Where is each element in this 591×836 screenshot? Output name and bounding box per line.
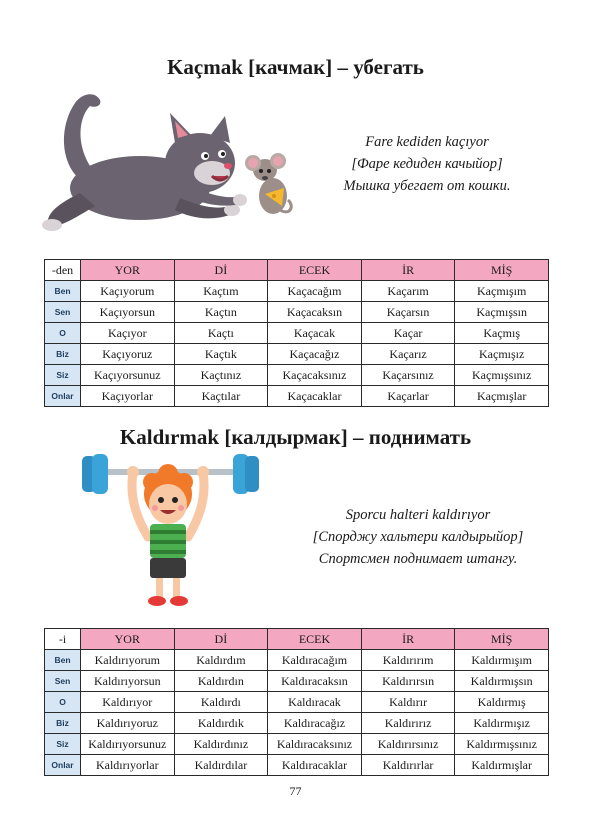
column-header: YOR	[81, 629, 175, 650]
table-cell: Kaçtılar	[174, 386, 268, 407]
table-cell: Kaçıyorlar	[81, 386, 175, 407]
table-cell: Kaldırırsınız	[361, 734, 455, 755]
pronoun-cell: Onlar	[45, 386, 81, 407]
table-cell: Kaçacaksınız	[268, 365, 362, 386]
table-cell: Kaçıyorsun	[81, 302, 175, 323]
pronoun-cell: Sen	[45, 302, 81, 323]
section1-conjugation-table	[44, 259, 549, 407]
table-cell: Kaldırdım	[174, 650, 268, 671]
table-cell: Kaçmışlar	[455, 386, 549, 407]
pronoun-cell: O	[45, 692, 81, 713]
column-header: Dİ	[174, 260, 268, 281]
table-row	[45, 755, 549, 776]
table-row	[45, 671, 549, 692]
section1-caption	[322, 131, 532, 197]
table-cell: Kaçar	[361, 323, 455, 344]
table-cell: Kaldırıyor	[81, 692, 175, 713]
table-cell: Kaldırırlar	[361, 755, 455, 776]
table-cell: Kaçıyorsunuz	[81, 365, 175, 386]
caption-line: Fare kediden kaçıyor	[365, 134, 489, 150]
table-cell: Kaldıracağım	[268, 650, 362, 671]
table-cell: Kaldırdık	[174, 713, 268, 734]
boy-lifting-barbell-illustration	[78, 452, 263, 612]
column-header: İR	[361, 629, 455, 650]
pronoun-cell: Siz	[45, 365, 81, 386]
pronoun-cell: Onlar	[45, 755, 81, 776]
pronoun-cell: Biz	[45, 344, 81, 365]
table-cell: Kaçacağız	[268, 344, 362, 365]
pronoun-cell: Siz	[45, 734, 81, 755]
table-cell: Kaçtı	[174, 323, 268, 344]
table-row	[45, 734, 549, 755]
table-cell: Kaldırırım	[361, 650, 455, 671]
table-cell: Kaçıyoruz	[81, 344, 175, 365]
section2-conjugation-table	[44, 628, 549, 776]
table-cell: Kaçmışsınız	[455, 365, 549, 386]
table-cell: Kaçtım	[174, 281, 268, 302]
table-row	[45, 344, 549, 365]
table-cell: Kaçarlar	[361, 386, 455, 407]
table-cell: Kaldırmışsınız	[455, 734, 549, 755]
table-row	[45, 386, 549, 407]
table-cell: Kaldırmış	[455, 692, 549, 713]
table-row	[45, 713, 549, 734]
table-cell: Kaldırır	[361, 692, 455, 713]
page-number: 77	[289, 784, 302, 798]
column-header: YOR	[81, 260, 175, 281]
pronoun-cell: Ben	[45, 281, 81, 302]
table-cell: Kaldırıyorlar	[81, 755, 175, 776]
table-cell: Kaldırmışım	[455, 650, 549, 671]
section2-caption	[302, 504, 534, 570]
table-cell: Kaldırırsın	[361, 671, 455, 692]
table-cell: Kaçtınız	[174, 365, 268, 386]
table-cell: Kaldırdınız	[174, 734, 268, 755]
table-corner-label: -den	[45, 260, 81, 281]
table-cell: Kaçarız	[361, 344, 455, 365]
table-row	[45, 302, 549, 323]
cat-chasing-mouse-illustration	[40, 88, 300, 238]
column-header: ECEK	[268, 629, 362, 650]
table-cell: Kaldıracaklar	[268, 755, 362, 776]
table-cell: Kaldırırız	[361, 713, 455, 734]
table-row	[45, 323, 549, 344]
table-cell: Kaldırmışsın	[455, 671, 549, 692]
table-cell: Kaçmışsın	[455, 302, 549, 323]
table-cell: Kaçarsın	[361, 302, 455, 323]
table-cell: Kaldırdı	[174, 692, 268, 713]
table-cell: Kaçacaksın	[268, 302, 362, 323]
table-corner-label: -i	[45, 629, 81, 650]
table-cell: Kaçarım	[361, 281, 455, 302]
table-cell: Kaldırıyoruz	[81, 713, 175, 734]
table-row	[45, 650, 549, 671]
column-header: İR	[361, 260, 455, 281]
pronoun-cell: O	[45, 323, 81, 344]
table-row	[45, 692, 549, 713]
table-cell: Kaçmışız	[455, 344, 549, 365]
table-cell: Kaldıracağız	[268, 713, 362, 734]
pronoun-cell: Biz	[45, 713, 81, 734]
table-cell: Kaçtın	[174, 302, 268, 323]
table-cell: Kaldıracaksınız	[268, 734, 362, 755]
table-cell: Kaçmışım	[455, 281, 549, 302]
table-cell: Kaçtık	[174, 344, 268, 365]
table-header-row	[45, 260, 549, 281]
table-cell: Kaçıyorum	[81, 281, 175, 302]
table-row	[45, 281, 549, 302]
table-cell: Kaçacaklar	[268, 386, 362, 407]
table-cell: Kaçıyor	[81, 323, 175, 344]
table-cell: Kaçacağım	[268, 281, 362, 302]
caption-line: [Фаре кедиден качыйор]	[351, 156, 503, 172]
pronoun-cell: Sen	[45, 671, 81, 692]
table-cell: Kaçacak	[268, 323, 362, 344]
table-cell: Kaldırıyorum	[81, 650, 175, 671]
mouse-icon	[245, 153, 291, 214]
table-cell: Kaldırdılar	[174, 755, 268, 776]
pronoun-cell: Ben	[45, 650, 81, 671]
table-cell: Kaçmış	[455, 323, 549, 344]
boy-icon	[127, 464, 209, 606]
section1-title: Kaçmak [качмак] – убегать	[167, 55, 424, 79]
table-cell: Kaldırmışız	[455, 713, 549, 734]
table-cell: Kaldırmışlar	[455, 755, 549, 776]
section2-title: Kaldırmak [калдырмак] – поднимать	[119, 425, 472, 449]
cat-icon	[42, 94, 247, 231]
caption-line: Спортсмен поднимает штангу.	[318, 551, 518, 567]
caption-line: Sporcu halteri kaldırıyor	[345, 507, 491, 523]
table-cell: Kaldıracaksın	[268, 671, 362, 692]
table-cell: Kaldırdın	[174, 671, 268, 692]
caption-line: [Спорджу хальтери калдырыйор]	[312, 529, 524, 545]
table-header-row	[45, 629, 549, 650]
column-header: MİŞ	[455, 260, 549, 281]
table-cell: Kaçarsınız	[361, 365, 455, 386]
table-cell: Kaldırıyorsun	[81, 671, 175, 692]
table-cell: Kaldıracak	[268, 692, 362, 713]
column-header: MİŞ	[455, 629, 549, 650]
column-header: ECEK	[268, 260, 362, 281]
table-row	[45, 365, 549, 386]
column-header: Dİ	[174, 629, 268, 650]
caption-line: Мышка убегает от кошки.	[343, 178, 511, 194]
table-cell: Kaldırıyorsunuz	[81, 734, 175, 755]
